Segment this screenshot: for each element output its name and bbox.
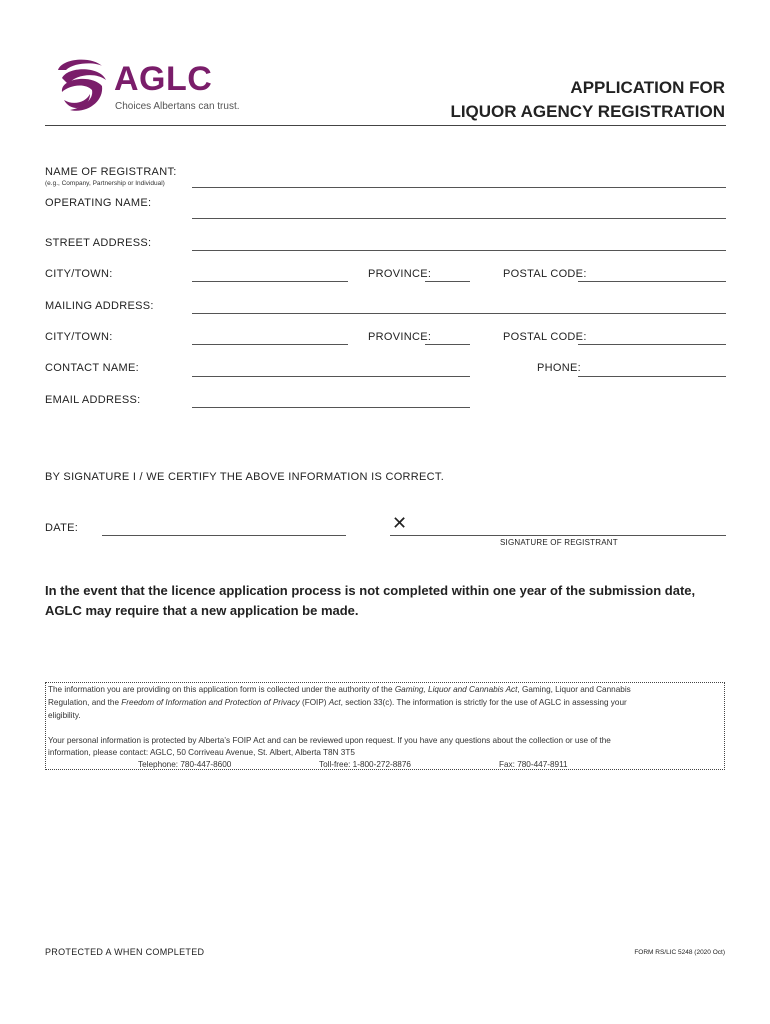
privacy-text: (FOIP) bbox=[299, 698, 329, 707]
privacy-line-4: Your personal information is protected by Alberta’s FOIP Act and can be reviewed upon request. If you have any questions about the collection or use of the bbox=[48, 736, 611, 745]
mailing-postal-code-label: POSTAL CODE: bbox=[503, 331, 587, 343]
email-address-field[interactable] bbox=[192, 407, 470, 408]
notice-line-1: In the event that the licence application process is not completed within one year of the submission date, bbox=[45, 583, 696, 598]
privacy-line-1 bbox=[48, 684, 631, 697]
mailing-city-label: CITY/TOWN: bbox=[45, 331, 113, 343]
contact-tollfree: Toll-free: 1-800-272-8876 bbox=[319, 760, 411, 769]
contact-name-field[interactable] bbox=[192, 376, 470, 377]
email-address-label: EMAIL ADDRESS: bbox=[45, 394, 141, 406]
phone-field[interactable] bbox=[578, 376, 726, 377]
signature-x-icon: ✕ bbox=[392, 513, 408, 533]
title-line-2: LIQUOR AGENCY REGISTRATION bbox=[450, 102, 725, 121]
date-label: DATE: bbox=[45, 522, 79, 534]
street-address-label: STREET ADDRESS: bbox=[45, 237, 152, 249]
mailing-province-label: PROVINCE: bbox=[368, 331, 432, 343]
privacy-line-2 bbox=[48, 697, 627, 710]
brand-tagline: Choices Albertans can trust. bbox=[115, 101, 240, 112]
signature-field[interactable] bbox=[390, 535, 726, 536]
header-divider bbox=[45, 125, 726, 126]
privacy-text: , section 33(c). The information is strictly for the use of AGLC in assessing your bbox=[340, 698, 627, 707]
title-line-1: APPLICATION FOR bbox=[570, 78, 725, 97]
city-label: CITY/TOWN: bbox=[45, 268, 113, 280]
registrant-field[interactable] bbox=[192, 187, 726, 188]
contact-telephone: Telephone: 780-447-8600 bbox=[138, 760, 232, 769]
date-field[interactable] bbox=[102, 535, 346, 536]
street-address-field[interactable] bbox=[192, 250, 726, 251]
province-label: PROVINCE: bbox=[368, 268, 432, 280]
phone-label: PHONE: bbox=[537, 362, 581, 374]
signature-caption: SIGNATURE OF REGISTRANT bbox=[500, 538, 618, 547]
expiry-notice bbox=[45, 581, 735, 621]
act-name: Freedom of Information and Protection of Privacy bbox=[121, 698, 300, 707]
privacy-line-5: information, please contact: AGLC, 50 Corriveau Avenue, St. Albert, Alberta T8N 3T5 bbox=[48, 748, 355, 757]
operating-name-field[interactable] bbox=[192, 218, 726, 219]
mailing-postal-code-field[interactable] bbox=[578, 344, 726, 345]
privacy-text: The information you are providing on this application form is collected under the authority of the bbox=[48, 685, 395, 694]
privacy-text: Regulation, and the bbox=[48, 698, 122, 707]
privacy-statement-box bbox=[45, 682, 725, 770]
aglc-logo-icon bbox=[52, 56, 110, 116]
postal-code-label: POSTAL CODE: bbox=[503, 268, 587, 280]
mailing-province-field[interactable] bbox=[425, 344, 470, 345]
province-field[interactable] bbox=[425, 281, 470, 282]
mailing-city-field[interactable] bbox=[192, 344, 348, 345]
contact-fax: Fax: 780-447-8911 bbox=[499, 760, 568, 769]
registrant-label: NAME OF REGISTRANT: bbox=[45, 166, 177, 178]
act-name: Act bbox=[328, 698, 341, 707]
privacy-line-3: eligibility. bbox=[48, 711, 81, 720]
page-title bbox=[450, 76, 725, 124]
city-field[interactable] bbox=[192, 281, 348, 282]
privacy-text: , Gaming, Liquor and Cannabis bbox=[517, 685, 631, 694]
mailing-address-field[interactable] bbox=[192, 313, 726, 314]
form-id: FORM RS/LIC 5248 (2020 Oct) bbox=[634, 949, 725, 956]
brand-name: AGLC bbox=[114, 60, 213, 98]
operating-name-label: OPERATING NAME: bbox=[45, 197, 152, 209]
protected-footer: PROTECTED A WHEN COMPLETED bbox=[45, 947, 205, 957]
postal-code-field[interactable] bbox=[578, 281, 726, 282]
certification-statement: BY SIGNATURE I / WE CERTIFY THE ABOVE INFORMATION IS CORRECT. bbox=[45, 471, 445, 483]
registrant-hint: (e.g., Company, Partnership or Individual) bbox=[45, 180, 165, 187]
act-name: Gaming, Liquor and Cannabis Act bbox=[394, 685, 518, 694]
contact-name-label: CONTACT NAME: bbox=[45, 362, 139, 374]
mailing-address-label: MAILING ADDRESS: bbox=[45, 300, 154, 312]
notice-line-2: AGLC may require that a new application be made. bbox=[45, 603, 359, 618]
